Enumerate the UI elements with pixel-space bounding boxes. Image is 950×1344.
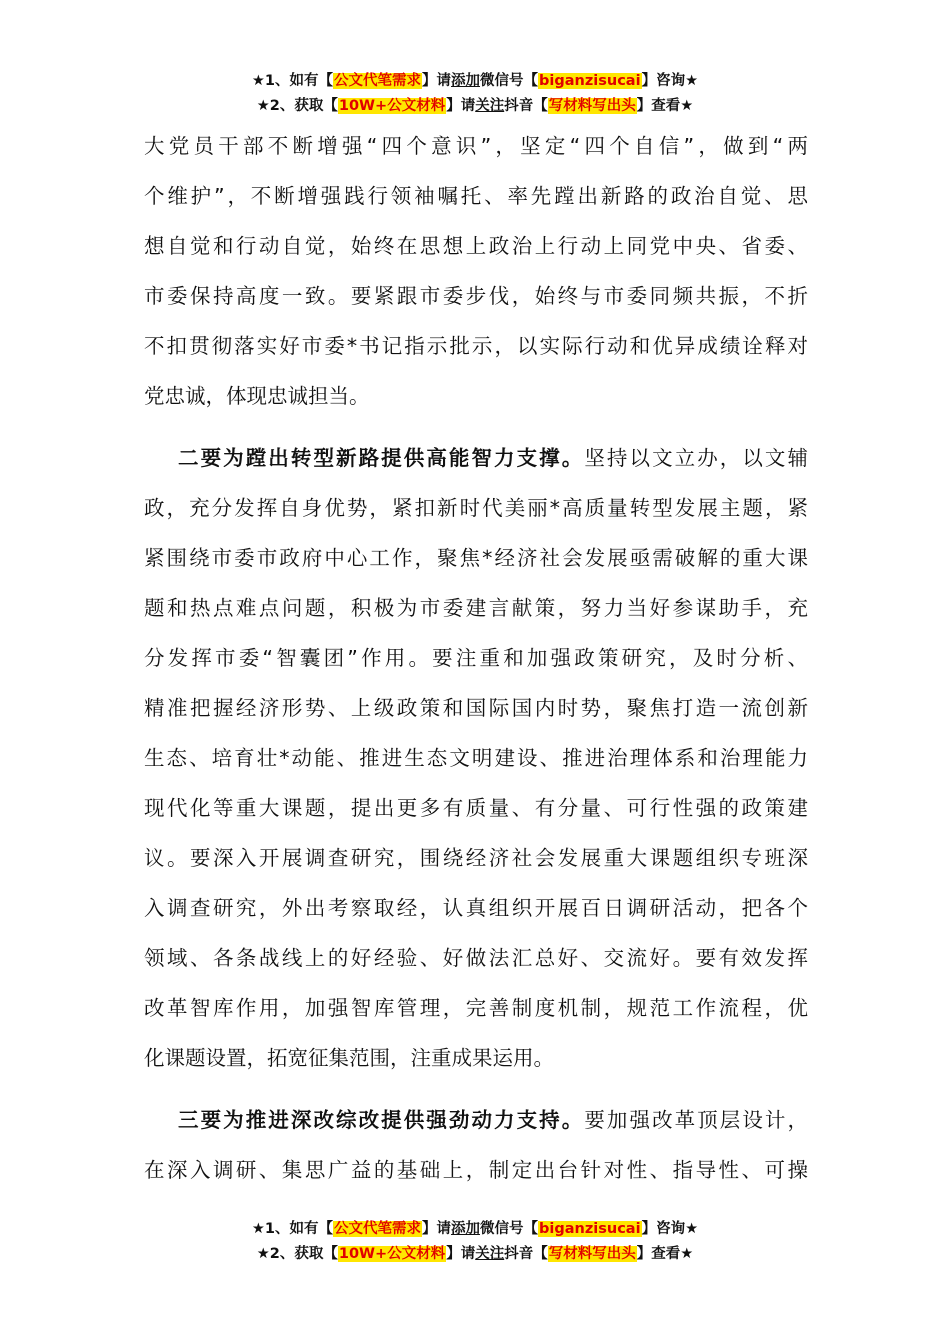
paragraph-spacer	[144, 421, 808, 433]
banner-text: 】请	[422, 1221, 452, 1237]
banner-text: 】咨询★	[641, 1221, 699, 1237]
paragraph-lead: 三要为推进深改综改提供强劲动力支持。	[178, 1108, 585, 1132]
text-line: 化课题设置，拓宽征集范围，注重成果运用。	[144, 1046, 554, 1070]
text-line: 改革智库作用，加强智库管理，完善制度机制，规范工作流程，优	[144, 996, 808, 1020]
banner-highlight-wechat-id: biganzisucai	[539, 1221, 641, 1237]
paragraph-spacer	[144, 1083, 808, 1095]
text-line: 分发挥市委“智囊团”作用。要注重和加强政策研究，及时分析、	[144, 646, 808, 670]
banner-text: ★1、如有【	[251, 73, 334, 89]
footer-banner-line-1	[0, 1217, 950, 1242]
banner-emphasis: 添加	[451, 73, 481, 89]
text-fragment: 坚持以文立办，以文辅	[584, 446, 809, 470]
text-line: 想自觉和行动自觉，始终在思想上政治上行动上同党中央、省委、	[144, 234, 808, 258]
text-fragment: 要加强改革顶层设计，	[584, 1108, 809, 1132]
text-line: 不扣贯彻落实好市委*书记指示批示，以实际行动和优异成绩诠释对	[144, 334, 808, 358]
banner-text: ★2、获取【	[256, 1246, 338, 1262]
text-line	[144, 433, 808, 483]
document-body	[144, 121, 808, 1195]
banner-text: 微信号【	[480, 1221, 539, 1237]
text-line: 题和热点难点问题，积极为市委建言献策，努力当好参谋助手，充	[144, 596, 808, 620]
banner-text: 】咨询★	[641, 73, 699, 89]
paragraph-2	[144, 433, 808, 1083]
banner-highlight-materials: 10W+公文材料	[338, 1246, 446, 1262]
banner-text: 】请	[446, 1246, 476, 1262]
banner-text: 抖音【	[504, 98, 548, 114]
text-line: 生态、培育壮*动能、推进生态文明建设、推进治理体系和治理能力	[144, 746, 808, 770]
banner-text: 】查看★	[636, 98, 694, 114]
banner-highlight-materials: 10W+公文材料	[338, 98, 446, 114]
text-line: 在深入调研、集思广益的基础上，制定出台针对性、指导性、可操	[144, 1158, 808, 1182]
paragraph-3	[144, 1095, 808, 1195]
header-banner-line-2	[0, 94, 950, 119]
paragraph-lead: 二要为蹚出转型新路提供高能智力支撑。	[178, 446, 585, 470]
text-line: 党忠诚，体现忠诚担当。	[144, 384, 370, 408]
banner-text: 】查看★	[636, 1246, 694, 1262]
header-banner	[0, 69, 950, 119]
banner-text: 微信号【	[480, 73, 539, 89]
footer-banner	[0, 1217, 950, 1267]
banner-emphasis: 添加	[451, 1221, 481, 1237]
text-line: 紧围绕市委市政府中心工作，聚焦*经济社会发展亟需破解的重大课	[144, 546, 808, 570]
banner-highlight-douyin: 写材料写出头	[548, 98, 636, 114]
banner-text: ★2、获取【	[256, 98, 338, 114]
banner-emphasis: 关注	[475, 1246, 505, 1262]
header-banner-line-1	[0, 69, 950, 94]
text-line: 政，充分发挥自身优势，紧扣新时代美丽*高质量转型发展主题，紧	[144, 496, 808, 520]
text-line: 市委保持高度一致。要紧跟市委步伐，始终与市委同频共振，不折	[144, 284, 808, 308]
text-line: 现代化等重大课题，提出更多有质量、有分量、可行性强的政策建	[144, 796, 808, 820]
banner-highlight-douyin: 写材料写出头	[548, 1246, 636, 1262]
text-line: 入调查研究，外出考察取经，认真组织开展百日调研活动，把各个	[144, 896, 808, 920]
banner-text: 】请	[422, 73, 452, 89]
banner-highlight-service: 公文代笔需求	[334, 73, 422, 89]
text-line: 领域、各条战线上的好经验、好做法汇总好、交流好。要有效发挥	[144, 946, 808, 970]
text-line: 议。要深入开展调查研究，围绕经济社会发展重大课题组织专班深	[144, 846, 808, 870]
banner-text: 】请	[446, 98, 476, 114]
banner-highlight-wechat-id: biganzisucai	[539, 73, 641, 89]
paragraph-1	[144, 121, 808, 421]
text-line: 大党员干部不断增强“四个意识”，坚定“四个自信”，做到“两	[144, 134, 808, 158]
footer-banner-line-2	[0, 1242, 950, 1267]
text-line	[144, 1095, 808, 1145]
text-line: 个维护”，不断增强践行领袖嘱托、率先蹚出新路的政治自觉、思	[144, 184, 808, 208]
banner-highlight-service: 公文代笔需求	[334, 1221, 422, 1237]
banner-text: 抖音【	[504, 1246, 548, 1262]
banner-text: ★1、如有【	[251, 1221, 334, 1237]
banner-emphasis: 关注	[475, 98, 505, 114]
text-line: 精准把握经济形势、上级政策和国际国内时势，聚焦打造一流创新	[144, 696, 808, 720]
